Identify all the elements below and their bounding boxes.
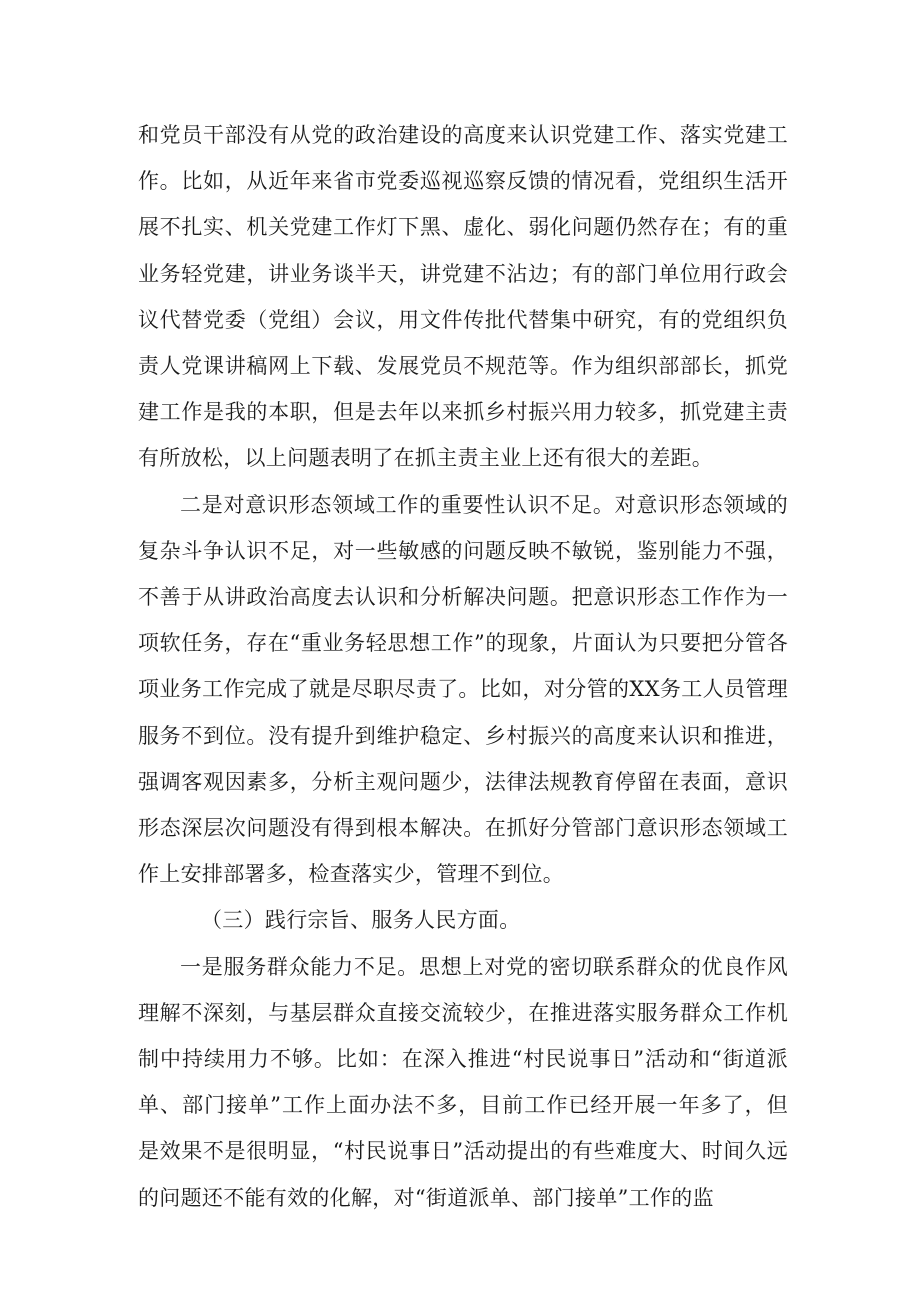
paragraph-serve-masses-ability: 一是服务群众能力不足。思想上对党的密切联系群众的优良作风理解不深刻，与基层群众直接交流较少，在推进落实服务群众工作机制中持续用力不够。比如：在深入推进“村民说事日”活动和“街道派单、部门接单”工作上面办法不多，目前工作已经开展一年多了，但是效果不是很明显，“村民说事日”活动提出的有些难度大、时间久远的问题还不能有效的化解，对“街道派单、部门接单”工作的监 [138, 954, 788, 1210]
paragraph-party-building-continuation: 和党员干部没有从党的政治建设的高度来认识党建工作、落实党建工作。比如，从近年来省市党委巡视巡察反馈的情况看，党组织生活开展不扎实、机关党建工作灯下黑、虚化、弱化问题仍然存在；有的重业务轻党建，讲业务谈半天，讲党建不沾边；有的部门单位用行政会议代替党委（党组）会议，用文件传批代替集中研究，有的党组织负责人党课讲稿网上下载、发展党员不规范等。作为组织部部长，抓党建工作是我的本职，但是去年以来抓乡村振兴用力较多，抓党建主责有所放松，以上问题表明了在抓主责主业上还有很大的差距。 [138, 123, 788, 471]
paragraph-ideology-awareness: 二是对意识形态领域工作的重要性认识不足。对意识形态领域的复杂斗争认识不足，对一些敏感的问题反映不敏锐，鉴别能力不强，不善于从讲政治高度去认识和分析解决问题。把意识形态工作作为一项软任务，存在“重业务轻思想工作”的现象，片面认为只要把分管各项业务工作完成了就是尽职尽责了。比如，对分管的XX务工人员管理服务不到位。没有提升到维护稳定、乡村振兴的高度来认识和推进，强调客观因素多，分析主观问题少，法律法规教育停留在表面，意识形态深层次问题没有得到根本解决。在抓好分管部门意识形态领域工作上安排部署多，检查落实少，管理不到位。 [138, 492, 788, 887]
section-heading-serve-people: （三）践行宗旨、服务人民方面。 [201, 908, 521, 933]
document-body [138, 112, 788, 1221]
